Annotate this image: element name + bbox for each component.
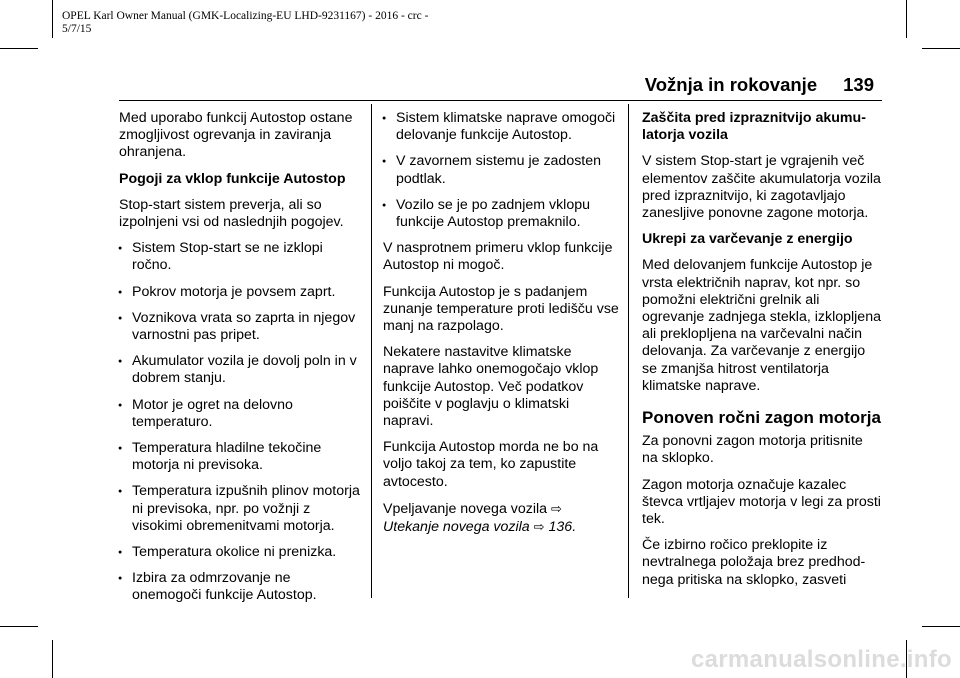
- list-item: ● Sistem klimatske naprave omogoči delovanje funkcije Autostop.: [383, 110, 623, 144]
- paragraph: Med delovanjem funkcije Autostop je vrsta električnih naprav, kot npr. so pomožni električni grelnik ali ogrevanje zadnjega stekla, izklopljena ali preklopljena na varčevalni način delovanja. Za varčevanje z energijo se zmanjša hitrost ventilatorja klimatske naprave.: [642, 257, 881, 394]
- section-heading: Ponoven ročni zagon motorja: [642, 408, 881, 428]
- text-column-3: [642, 110, 882, 598]
- paragraph: Če izbirno ročico preklopite iz nevtralnega položaja brez predhodnega pritiska na sklopko, zasveti: [642, 537, 866, 588]
- conditions-list-continued: [383, 110, 623, 231]
- paragraph: Stop-start sistem preverja, ali so izpolnjeni vsi od naslednjih pogojev.: [119, 196, 344, 231]
- list-item: ● Motor je ogret na delovno temperaturo.: [119, 397, 362, 431]
- paragraph: V sistem Stop-start je vgrajenih več elementov zaščite akumulatorja vozila pred izpraznitvijo, ki zagotavljajo zanesljive ponovne zagone motorja.: [642, 153, 881, 222]
- list-item: ● V zavornem sistemu je zadosten podtlak.: [383, 153, 623, 187]
- cross-reference: [383, 500, 623, 536]
- paragraph: Med uporabo funkcij Autostop ostane zmogljivost ogrevanja in zaviranja ohranjena.: [119, 110, 353, 161]
- document-header-date: 5/7/15: [62, 23, 92, 35]
- subheading: Zaščita pred izpraznitvijo akumulatorja vozila: [642, 110, 866, 144]
- reference-page[interactable]: 136: [548, 519, 573, 536]
- conditions-list: [119, 240, 362, 604]
- cross-reference-arrow-icon: ⇨: [533, 519, 545, 535]
- crop-mark: [922, 626, 960, 627]
- subheading: Ukrepi za varčevanje z energijo: [642, 231, 853, 248]
- paragraph: Zagon motorja označuje kazalec števca vrtljajev motorja v legi za prosti tek.: [642, 476, 881, 528]
- column-divider: [371, 104, 372, 598]
- list-item: ● Temperatura izpušnih plinov motorja ni previsoka, npr. po vožnji z visokimi obremenitvami motorja.: [119, 483, 362, 535]
- section-title: Vožnja in rokovanje: [644, 74, 818, 95]
- document-header-line: OPEL Karl Owner Manual (GMK-Localizing-EU LHD-9231167) - 2016 - crc -: [62, 10, 429, 22]
- list-item: ● Sistem Stop-start se ne izklopi ročno.: [119, 240, 362, 274]
- watermark: carmanualsonline.info: [690, 646, 952, 673]
- header-rule: [119, 100, 882, 101]
- paragraph: Za ponovni zagon motorja pritisnite na sklopko.: [642, 433, 863, 467]
- paragraph: V nasprotnem primeru vklop funkcije Autostop ni mogoč.: [383, 240, 613, 274]
- list-item: ● Vozilo se je po zadnjem vklopu funkcije Autostop premaknilo.: [383, 197, 623, 231]
- text-column-1: [119, 110, 362, 614]
- list-item: ● Voznikova vrata so zaprta in njegov varnostni pas pripet.: [119, 310, 362, 344]
- list-item: ● Izbira za odmrzovanje ne onemogoči funkcije Autostop.: [119, 570, 362, 604]
- reference-period: .: [572, 519, 577, 536]
- list-item: ● Temperatura okolice ni prenizka.: [119, 544, 362, 561]
- paragraph: Nekatere nastavitve klimatske naprave lahko onemogočajo vklop funkcije Autostop. Več podatkov poiščite v poglavju o klimatski napravi.: [383, 344, 599, 430]
- reference-link[interactable]: Utekanje novega vozila: [383, 519, 530, 536]
- subheading: Pogoji za vklop funkcije Autostop: [119, 170, 346, 187]
- crop-mark: [922, 48, 960, 49]
- cross-reference-arrow-icon: ⇨: [551, 500, 562, 516]
- crop-mark: [906, 0, 907, 38]
- list-item: ● Pokrov motorja je povsem zaprt.: [119, 284, 362, 301]
- list-item: ● Temperatura hladilne tekočine motorja ni previsoka.: [119, 440, 362, 474]
- reference-text: Vpeljavanje novega vozila: [383, 500, 548, 517]
- page-number: 139: [843, 74, 874, 95]
- crop-mark: [0, 626, 38, 627]
- column-divider: [628, 104, 629, 598]
- document-header: [62, 10, 522, 36]
- crop-mark: [52, 0, 53, 38]
- paragraph: Funkcija Autostop morda ne bo na voljo takoj za tem, ko zapustite avtocesto.: [383, 439, 599, 490]
- paragraph: Funkcija Autostop je s padanjem zunanje temperature proti ledišču vse manj na razpolago.: [383, 283, 619, 335]
- text-column-2: [383, 110, 623, 545]
- crop-mark: [0, 48, 38, 49]
- crop-mark: [52, 640, 53, 678]
- running-head: [645, 74, 874, 96]
- list-item: ● Akumulator vozila je dovolj poln in v dobrem stanju.: [119, 353, 362, 387]
